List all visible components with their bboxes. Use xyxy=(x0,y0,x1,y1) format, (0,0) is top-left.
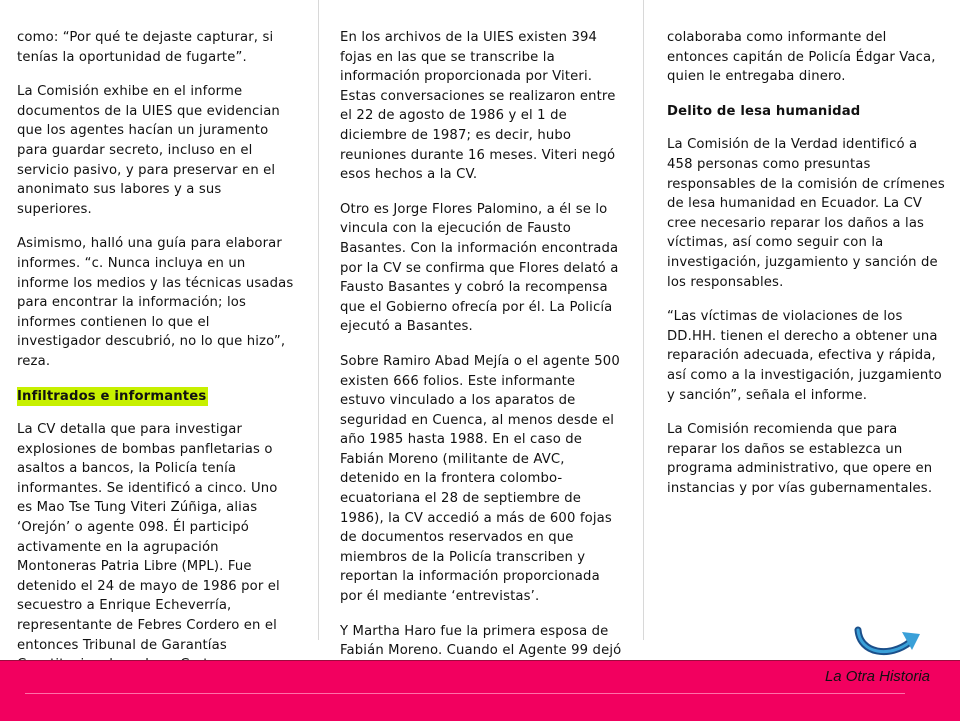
section-heading: Infiltrados e informantes xyxy=(17,387,208,407)
paragraph: Otro es Jorge Flores Palomino, a él se lo vincula con la ejecución de Fausto Basantes. Con la información encontrada por la CV se confirma que Flores delató a Fausto Basantes y cobró la recompensa que el Gobierno ofrecía por él. La Policía ejecutó a Basantes. xyxy=(340,201,619,335)
paragraph: Asimismo, halló una guía para elaborar informes. “c. Nunca incluya en un informe los medios y las técnicas usadas para encontrar la información; los informes contienen lo que el investigador descubrió, no lo que hizo”, reza. xyxy=(17,236,294,369)
section-heading-wrapper xyxy=(667,102,945,136)
article-column-1 xyxy=(17,28,297,709)
paragraph: Sobre Ramiro Abad Mejía o el agente 500 existen 666 folios. Este informante estuvo vinculado a los aparatos de seguridad en Cuenca, al menos desde el año 1985 hasta 1988. En el caso de Fabián Moreno (militante de AVC, detenido en la frontera colombo-ecuatoriana el 28 de septiembre de 1986), la CV accedió a más de 600 fojas de documentos reservados en que miembros de la Policía transcriben y reportan la información proporcionada por él mediante ‘entrevistas’. xyxy=(340,353,620,605)
paragraph: La Comisión recomienda que para reparar los daños se establezca un programa administrativo, que opere en instancias y por vías gubernamentales. xyxy=(667,422,933,496)
column-divider xyxy=(318,0,319,640)
footer-divider-line xyxy=(25,693,905,694)
curved-arrow-svg xyxy=(850,624,930,664)
paragraph: Y Martha Haro fue la primera esposa de Fabián Moreno. Cuando el Agente 99 dejó xyxy=(340,623,622,659)
paragraph: “Las víctimas de violaciones de los DD.HH. tienen el derecho a obtener una reparación adecuada, efectiva y rápida, así como a la investigación, juzgamiento y sanción”, señala el informe. xyxy=(667,309,942,403)
paragraph: La Comisión de la Verdad identificó a 458 personas como presuntas responsables de la comisión de crímenes de lesa humanidad en Ecuador. La CV cree necesario reparar los daños a las víctimas, así como seguir con la investigación, juzgamiento y sanción de los responsables. xyxy=(667,137,945,290)
article-column-3 xyxy=(667,28,945,513)
column-divider xyxy=(643,0,644,640)
paragraph: como: “Por qué te dejaste capturar, si tenías la oportunidad de fugarte”. xyxy=(17,30,274,65)
paragraph: En los archivos de la UIES existen 394 fojas en las que se transcribe la información proporcionada por Viteri. Estas conversaciones se realizaron entre el 22 de agosto de 1986 y el 1 de diciembre de 1987; es decir, hubo reuniones durante 16 meses. Viteri negó esos hechos a la CV. xyxy=(340,30,616,183)
curved-arrow-icon[interactable] xyxy=(850,624,930,664)
section-heading-wrapper xyxy=(17,387,297,421)
article-column-2 xyxy=(340,28,622,715)
section-heading: Delito de lesa humanidad xyxy=(667,103,861,119)
footer-title: La Otra Historia xyxy=(824,668,930,685)
paragraph: La Comisión exhibe en el informe documentos de la UIES que evidencian que los agentes hacían un juramento para guardar secreto, incluso en el servicio pasivo, y para preservar en el anonimato sus labores y a sus superiores. xyxy=(17,84,280,217)
paragraph: colaboraba como informante del entonces capitán de Policía Édgar Vaca, quien le entregaba dinero. xyxy=(667,30,936,85)
footer-bar xyxy=(0,660,960,721)
paragraph: La CV detalla que para investigar explosiones de bombas panfletarias o asaltos a bancos, la Policía tenía informantes. Se identificó a cinco. Uno es Mao Tse Tung Viteri Zúñiga, alias ‘Orejón’ o agente 098. Él participó activamente en la agrupación Montoneras Patria Libre (MPL). Fue detenido el 24 de mayo de 1986 por el secuestro a Enrique Echeverría, representante de Febres Cordero en el entonces Tribunal de Garantías xyxy=(17,422,280,653)
